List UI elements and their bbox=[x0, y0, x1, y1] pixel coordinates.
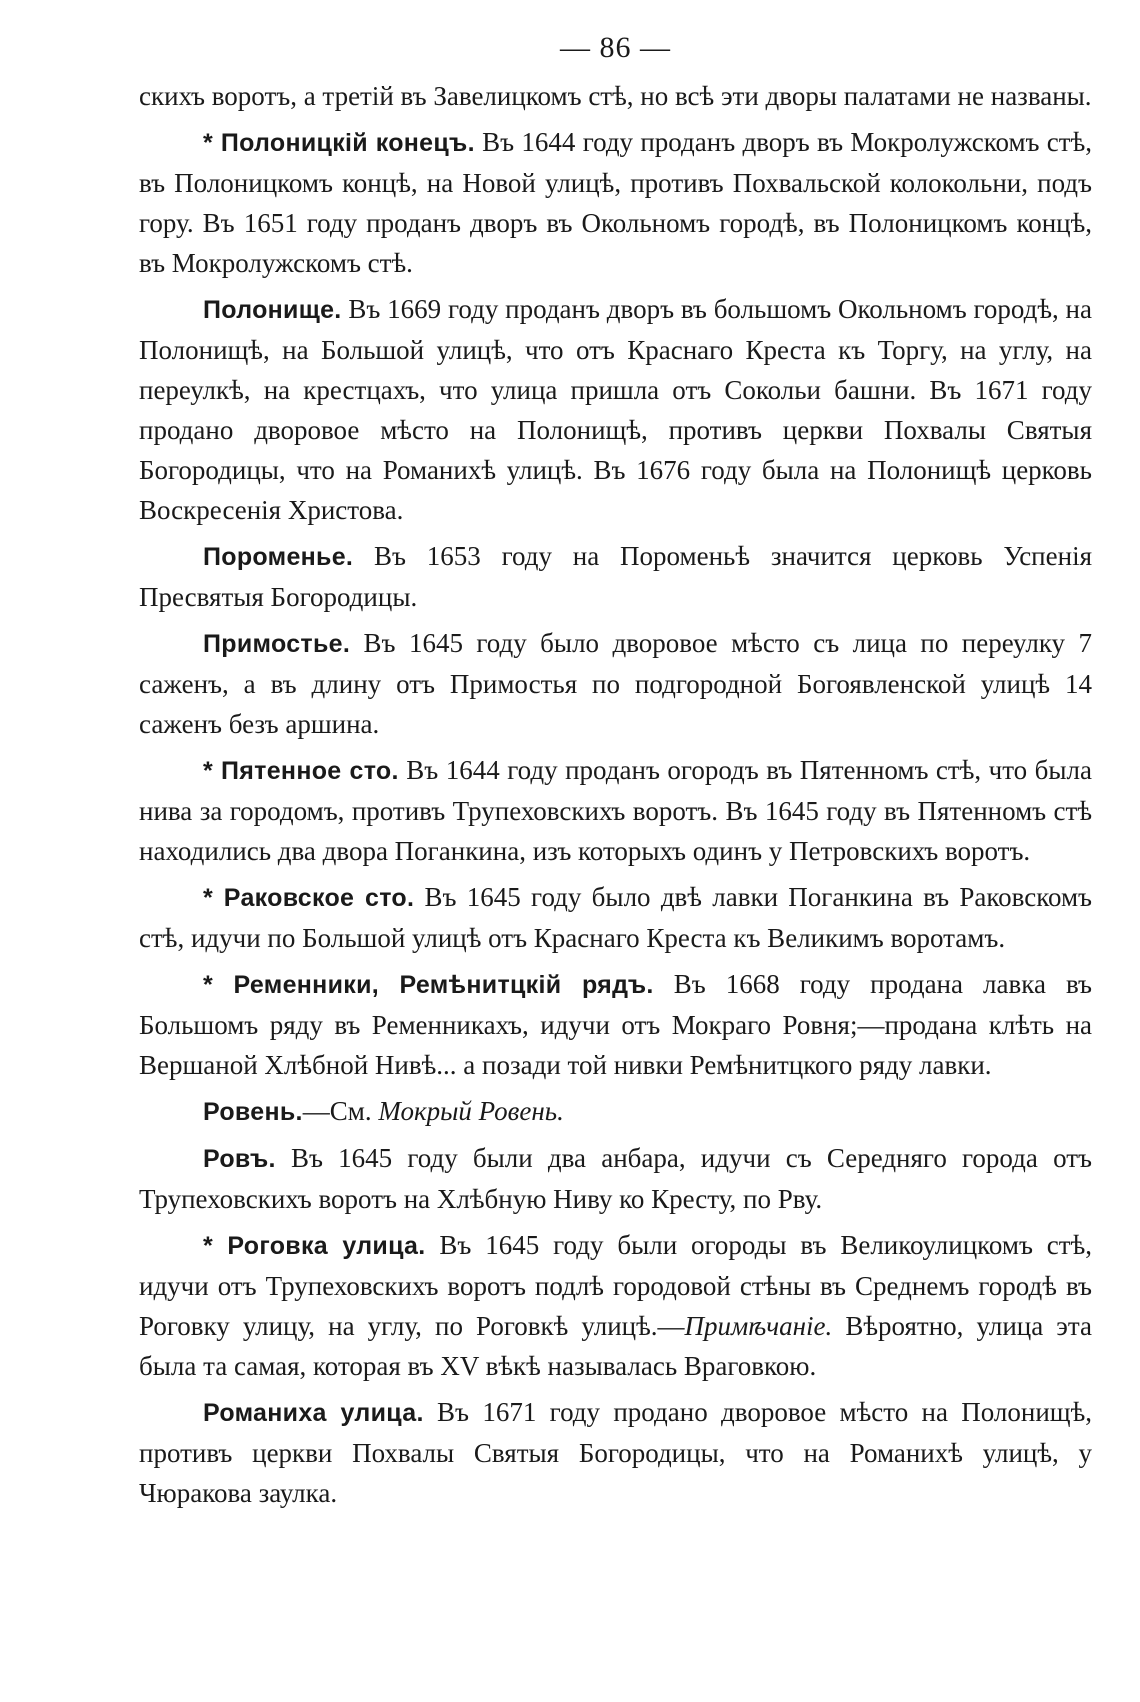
entry-term: Ровень. bbox=[203, 1098, 303, 1126]
entry-rov bbox=[139, 1138, 1092, 1219]
entry-primostye bbox=[139, 623, 1092, 744]
entry-term: Полонище. bbox=[203, 296, 342, 324]
entry-text: Въ 1669 году проданъ дворъ въ большомъ Окольномъ городѣ, на Полонищѣ, на Большой улицѣ, что отъ Краснаго Креста къ Торгу, на углу, на переулкѣ, на крестцахъ, что улица пришла отъ Сокольи башни. Въ 1671 году продано дворовое мѣсто на Полонищѣ, противъ церкви Похвалы Святыя Богородицы, что на Романихѣ улицѣ. Въ 1676 году была на Полонищѣ церковь Воскресенія Христова. bbox=[139, 294, 1092, 525]
entry-text: Въ 1653 году на Пороменьѣ значится церковь Успенія Пресвятыя Богородицы. bbox=[139, 541, 1092, 612]
entry-romanikha-ulitsa bbox=[139, 1392, 1092, 1513]
entry-term: Ровъ. bbox=[203, 1145, 276, 1173]
entry-pyatennoe-sto bbox=[139, 750, 1092, 871]
entry-polonishche bbox=[139, 289, 1092, 530]
entry-text: —См. bbox=[302, 1096, 379, 1126]
entry-term: * Пятенное сто. bbox=[203, 757, 399, 785]
entry-text: Въ 1644 году проданъ огородъ въ Пятенномъ стѣ, что была нива за городомъ, противъ Трупеховскихъ воротъ. Въ 1645 году въ Пятенномъ стѣ находились два двора Поганкина, изъ которыхъ одинъ у Петровскихъ воротъ. bbox=[139, 755, 1092, 866]
paragraph-continuation bbox=[139, 76, 1092, 116]
entry-term: Романиха улица. bbox=[203, 1399, 424, 1427]
entry-term: * Раковское сто. bbox=[203, 884, 415, 912]
entry-term: * Ременники, Ремѣнитцкій рядъ. bbox=[203, 971, 654, 999]
entry-text: Въ 1644 году проданъ дворъ въ Мокролужскомъ стѣ, въ Полоницкомъ концѣ, на Новой улицѣ, противъ Похвальской колокольни, подъ гору. Въ 1651 году проданъ дворъ въ Окольномъ городѣ, въ Полоницкомъ концѣ, въ Мокролужскомъ стѣ. bbox=[139, 127, 1092, 278]
entry-polonitsky-konets bbox=[139, 122, 1092, 283]
note-label: Примѣчаніе. bbox=[684, 1311, 833, 1341]
entry-term: Примостье. bbox=[203, 630, 351, 658]
entry-text: Въ 1645 году было двѣ лавки Поганкина въ Раковскомъ стѣ, идучи по Большой улицѣ отъ Краснаго Креста къ Великимъ воротамъ. bbox=[139, 882, 1092, 953]
entry-poromenye bbox=[139, 536, 1092, 617]
entry-term: Пороменье. bbox=[203, 543, 354, 571]
entry-text: Въ 1668 году продана лавка въ Большомъ ряду въ Ременникахъ, идучи отъ Мокраго Ровня;—продана клѣть на Вершаной Хлѣбной Нивѣ... а позади той нивки Ремѣнитцкого ряду лавки. bbox=[139, 969, 1092, 1080]
entry-term: * Роговка улица. bbox=[203, 1232, 426, 1260]
entry-text: Въ 1645 году были огороды въ Великоулицкомъ стѣ, идучи отъ Трупеховскихъ воротъ подлѣ городовой стѣны въ Среднемъ городѣ въ Роговку улицу, на углу, по Роговкѣ улицѣ.— bbox=[139, 1230, 1093, 1341]
entry-remenniki bbox=[139, 964, 1092, 1085]
note-text: Вѣроятно, улица эта была та самая, которая въ XV вѣкѣ называлась Враговкою. bbox=[139, 1311, 1092, 1381]
paragraph-text: скихъ воротъ, а третій въ Завелицкомъ стѣ, но всѣ эти дворы палатами не названы. bbox=[139, 81, 1092, 111]
page-number: — 86 — bbox=[560, 31, 671, 64]
entry-rakovskoe-sto bbox=[139, 877, 1092, 958]
entry-text: Въ 1645 году было дворовое мѣсто съ лица по переулку 7 саженъ, а въ длину отъ Примостья по подгородной Богоявленской улицѣ 14 саженъ безъ аршина. bbox=[139, 628, 1092, 739]
entry-text: Въ 1671 году продано дворовое мѣсто на Полонищѣ, противъ церкви Похвалы Святыя Богородицы, что на Романихѣ улицѣ, у Чюракова заулка. bbox=[139, 1397, 1092, 1508]
entry-term: * Полоницкій конецъ. bbox=[203, 129, 475, 157]
entry-rogovka-ulitsa bbox=[139, 1225, 1092, 1386]
cross-reference: Мокрый Ровень. bbox=[378, 1096, 564, 1126]
entry-roven bbox=[139, 1091, 1092, 1132]
entry-text: Въ 1645 году были два анбара, идучи съ Середняго города отъ Трупеховскихъ воротъ на Хлѣбную Ниву ко Кресту, по Рву. bbox=[139, 1143, 1092, 1214]
